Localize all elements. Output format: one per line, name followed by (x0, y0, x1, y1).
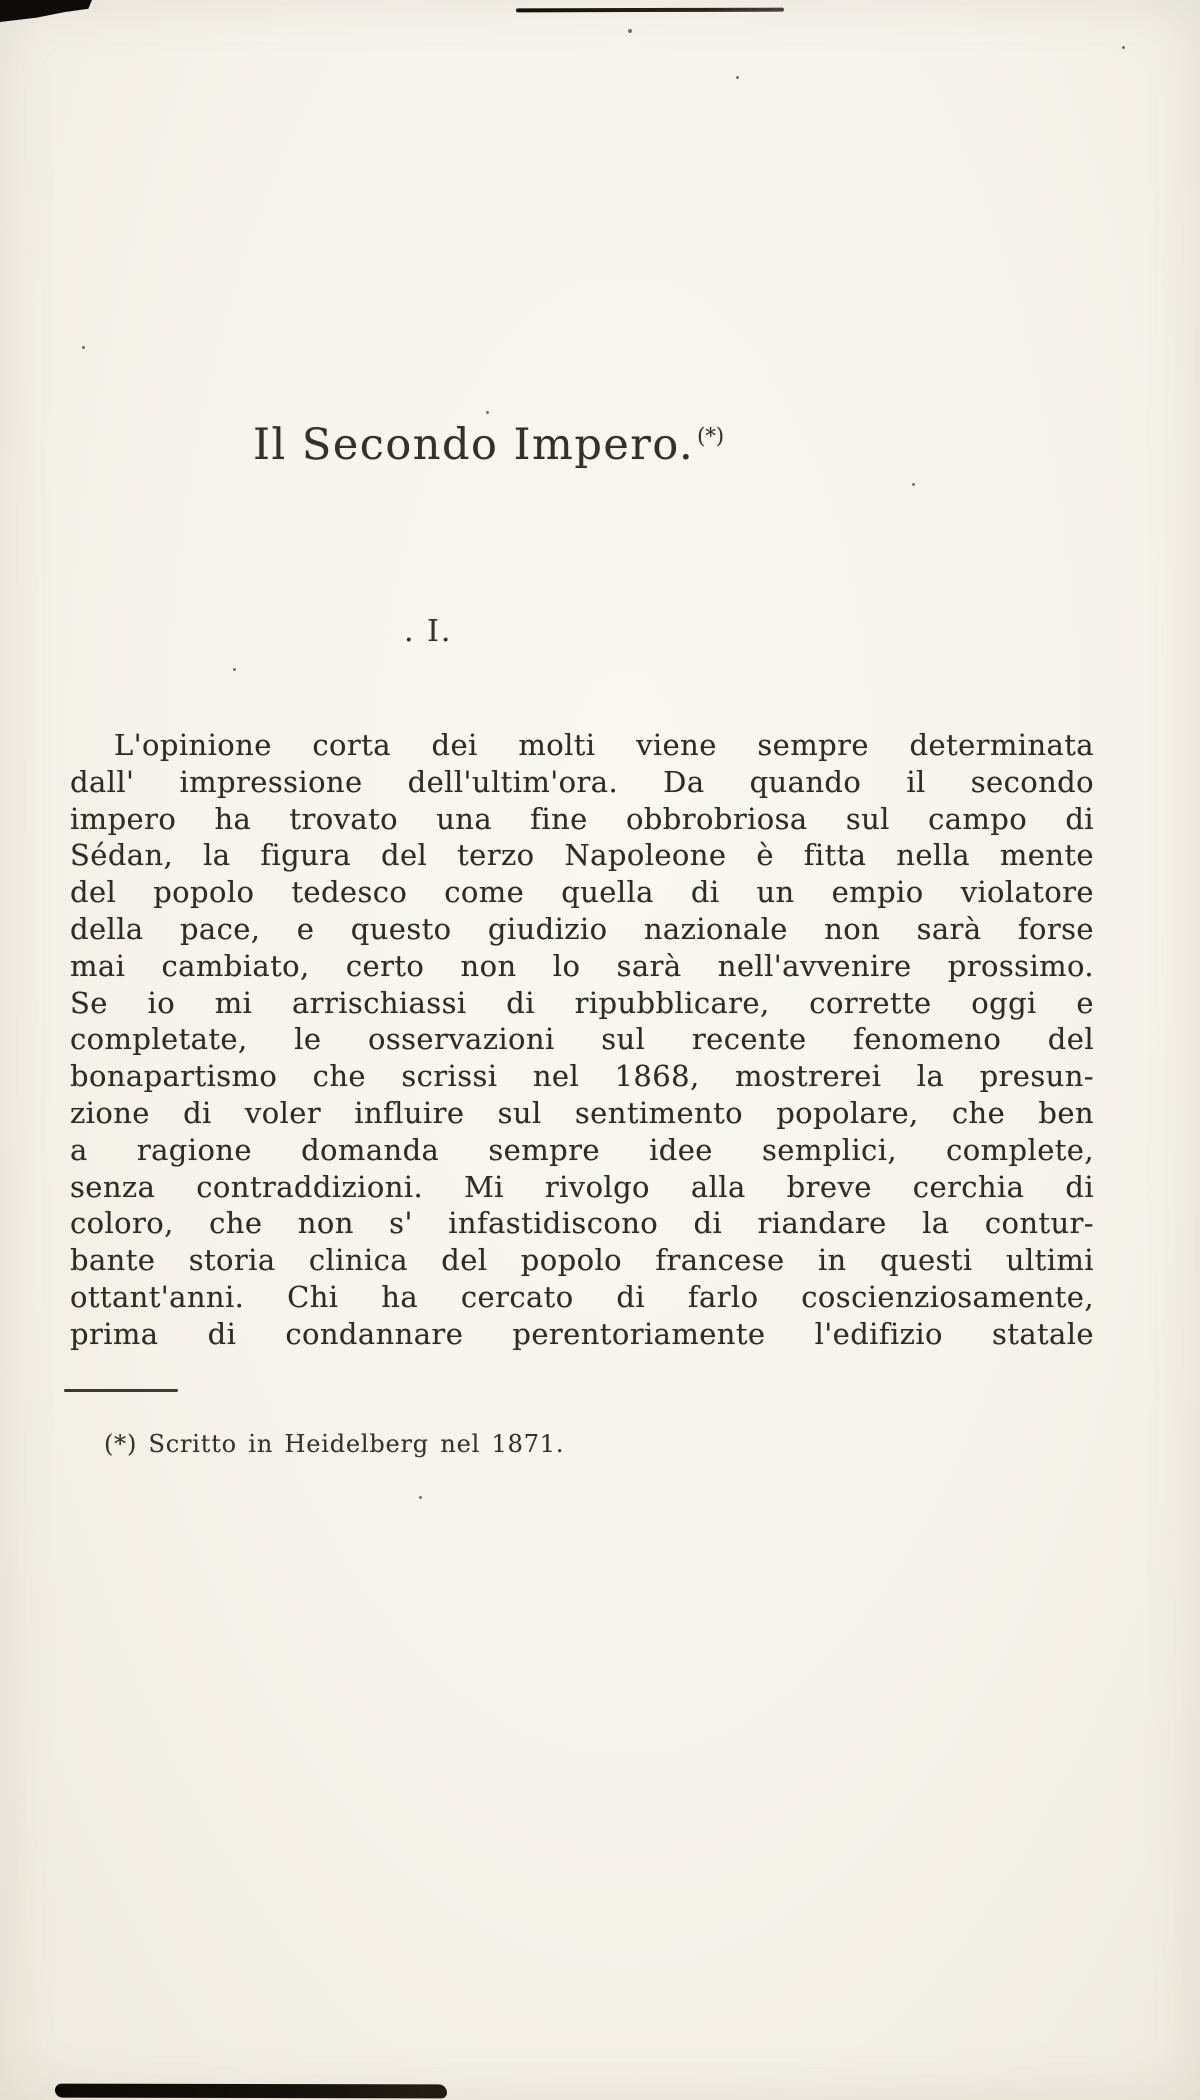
paragraph-line: dall' impressione dell'ultim'ora. Da quando il secondo (70, 764, 1094, 799)
paragraph-line: ottant'anni. Chi ha cercato di farlo coscienziosamente, (70, 1279, 1094, 1314)
paragraph-line: bante storia clinica del popolo francese in questi ultimi (70, 1243, 1094, 1278)
paragraph-line: del popolo tedesco come quella di un empio violatore (70, 875, 1094, 910)
paragraph-line: L'opinione corta dei molti viene sempre determinata (114, 728, 1094, 762)
paragraph-line: mai cambiato, certo non lo sarà nell'avvenire prossimo. (70, 948, 1094, 983)
paragraph-line: impero ha trovato una fine obbrobriosa sul campo di (70, 801, 1094, 836)
scan-speck (628, 29, 632, 33)
scan-speck (1122, 46, 1125, 49)
paragraph-line: della pace, e questo giudizio nazionale non sarà forse (70, 911, 1094, 946)
scan-speck (233, 668, 236, 671)
scan-speck (486, 411, 489, 414)
page-title-text: Il Secondo Impero. (253, 420, 695, 470)
paragraph-line: coloro, che non s' infastidiscono di riandare la contur- (70, 1206, 1094, 1241)
paragraph-line: Sédan, la figura del terzo Napoleone è fitta nella mente (70, 838, 1094, 873)
scan-artifact-bottom-bar (55, 2084, 447, 2099)
scan-artifact-top-line (516, 8, 784, 13)
scan-speck (736, 76, 739, 79)
footnote: (*) Scritto in Heidelberg nel 1871. (104, 1430, 565, 1458)
scan-speck (419, 1496, 422, 1499)
paragraph-line: completate, le osservazioni sul recente fenomeno del (70, 1022, 1094, 1057)
paragraph-line: a ragione domanda sempre idee semplici, complete, (70, 1132, 1094, 1167)
scan-speck (82, 346, 85, 349)
section-heading: . I. (404, 614, 453, 649)
scan-speck (912, 483, 915, 486)
paragraph-line: Se io mi arrischiassi di ripubblicare, corrette oggi e (70, 985, 1094, 1020)
scan-artifact-top-left (0, 0, 92, 22)
paragraph (70, 727, 1094, 1353)
paragraph-line: prima di condannare perentoriamente l'edifizio statale (70, 1316, 1094, 1351)
paragraph-line: bonapartismo che scrissi nel 1868, mostrerei la presun- (70, 1059, 1094, 1094)
footnote-rule (64, 1389, 178, 1392)
page-title (253, 420, 724, 470)
paragraph-line: senza contraddizioni. Mi rivolgo alla breve cerchia di (70, 1169, 1094, 1204)
paragraph-line: zione di voler influire sul sentimento popolare, che ben (70, 1095, 1094, 1130)
title-footnote-marker: (*) (697, 424, 725, 448)
